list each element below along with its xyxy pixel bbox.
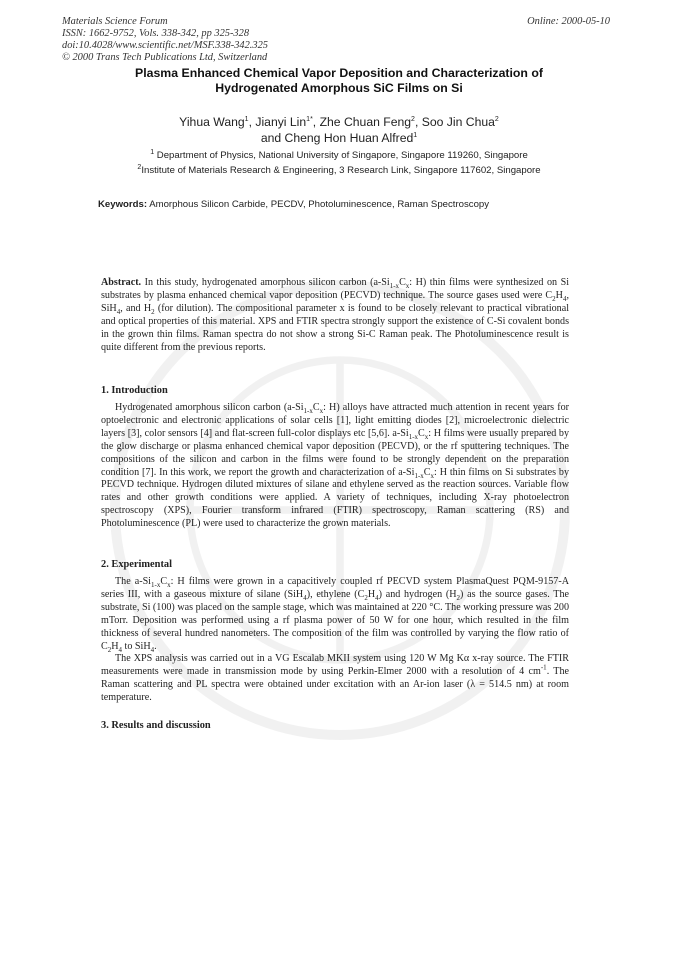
section-heading-results: 3. Results and discussion xyxy=(101,720,211,731)
affiliation-2 xyxy=(70,163,608,178)
author-line-1: Yihua Wang$^1$, Jianyi Lin$^{1*}$, Zhe Chuan Feng$^2$, Soo Jin Chua$^2$ xyxy=(179,115,499,129)
author-name: and Cheng Hon Huan Alfred xyxy=(260,131,414,145)
title-line-1: Plasma Enhanced Chemical Vapor Deposition and Characterization of xyxy=(135,66,543,80)
journal-name: Materials Science Forum xyxy=(62,16,168,27)
author-name: Yihua Wang xyxy=(179,115,245,129)
experimental-paragraph: The XPS analysis was carried out in a VG Escalab MKII system using 120 W Mg Kα x-ray source. The FTIR measurements were made in transmission mode by using Perkin-Elmer 2000 with a resolution of 4 $cm^{-1}$. The Raman scattering and PL spectra were obtained under excitation with an Ar-ion laser (λ = 514.5 nm) at room temperature. xyxy=(101,653,570,704)
journal-header xyxy=(62,16,268,64)
author-affil-mark: 1* xyxy=(306,115,313,123)
issn-line: ISSN: 1662-9752, Vols. 338-342, pp 325-328 xyxy=(62,28,250,39)
keywords-label: Keywords: xyxy=(98,199,148,210)
copyright-line: © 2000 Trans Tech Publications Ltd, Switzerland xyxy=(62,52,268,63)
affiliation-1 xyxy=(70,148,608,163)
author-affil-mark: 2 xyxy=(411,115,415,123)
experimental-paragraph: The $a-Si_{1-x}C_x$: H films were grown in a capacitively coupled rf PECVD system PlasmaQuest PQM-9157-A series III, with a gaseous mixture of silane (SiH$_4$), ethylene $(C_2H_4)$ and hydrogen $(H_2)$ as the source gases. The substrate, Si (100) was placed on the sample stage, which was maintained at 220 °C. The working pressure was 200 mTorr. Deposition was performed using a rf plasma power of 50 W for one hour, which resulted in the film thickness of several hundred nanometers. The composition of the film was controlled by varying the flow ratio of $C_2H_4$ to SiH$_4$. xyxy=(101,576,569,654)
author-name: Zhe Chuan Feng xyxy=(319,115,412,129)
paper-title xyxy=(70,66,608,96)
keywords-text: Amorphous Silicon Carbide, PECDV, Photoluminescence, Raman Spectroscopy xyxy=(149,199,490,210)
affiliation-text: Institute of Materials Research & Engineering, 3 Research Link, Singapore 117602, Singapore xyxy=(141,165,541,176)
section-heading-experimental: 2. Experimental xyxy=(101,559,172,570)
author-line-2 xyxy=(90,130,588,146)
experimental-body xyxy=(101,576,569,705)
affiliations xyxy=(70,148,608,178)
author-list xyxy=(90,114,588,146)
introduction-paragraph: Hydrogenated amorphous silicon carbon ($a-Si_{1-x}C_x$: H) alloys have attracted much attention in recent years for optoelectronic and electronic applications of solar cells [1], light emitting diodes [2], microelectronic dielectric layers [3], color sensors [4] and flat-screen full-color displays etc [5,6]. $a-Si_{1-x}C_x$: H films were usually prepared by the glow discharge or plasma enhanced chemical vapor deposition (PECVD), or the rf sputtering techniques. The compositions of the silicon and carbon in the films were found to be strongly dependent on the preparation condition [7]. In this work, we report the growth and characterization of $a-Si_{1-x}C_x$: H thin films on Si substrates by PECVD technique. Hydrogen diluted mixtures of silane and ethylene served as the reaction sources. Variable flow rates and other growth conditions were applied. A variety of techniques, including X-ray photoelectron spectroscopy (XPS), Fourier transform infrared (FTIR) spectroscopy, Raman scattering (RS) and Photoluminescence (PL) were used to characterize the grown materials. xyxy=(101,402,570,530)
abstract-label: Abstract. xyxy=(101,277,142,288)
affil-mark: 1 xyxy=(150,148,155,156)
abstract xyxy=(101,277,569,354)
online-date: Online: 2000-05-10 xyxy=(527,16,610,27)
author-affil-mark: 1 xyxy=(413,131,418,139)
title-line-2: Hydrogenated Amorphous SiC Films on Si xyxy=(215,81,463,95)
author-name: Soo Jin Chua xyxy=(421,115,495,129)
affil-mark: 2 xyxy=(137,163,142,171)
affiliation-text: Department of Physics, National University of Singapore, Singapore 119260, Singapore xyxy=(156,150,528,161)
author-affil-mark: 2 xyxy=(494,115,499,123)
abstract-paragraph: Abstract. In this study, hydrogenated amorphous silicon carbon ($a-Si_{1-x}C_x$: H) thin films were synthesized on Si substrates by plasma enhanced chemical vapor deposition (PECVD) technique. The source gases used were $C_2H_4$, SiH$_4$, and $H_2$ (for dilution). The compositional parameter x is found to be closely relevant to practical vibrational and optical properties of this material. XPS and FTIR spectra strongly support the existence of C-Si covalent bonds in the grown thin films. Raman spectra do not show a strong Si-C Raman peak. The Photoluminescence result is quite different from the previous reports. xyxy=(101,277,569,353)
keywords-line xyxy=(98,199,489,210)
author-affil-mark: 1 xyxy=(244,115,249,123)
section-heading-introduction: 1. Introduction xyxy=(101,385,168,396)
author-name: Jianyi Lin xyxy=(255,115,307,129)
doi-link[interactable]: doi:10.4028/www.scientific.net/MSF.338-342.325 xyxy=(62,40,268,51)
introduction-body xyxy=(101,402,569,531)
